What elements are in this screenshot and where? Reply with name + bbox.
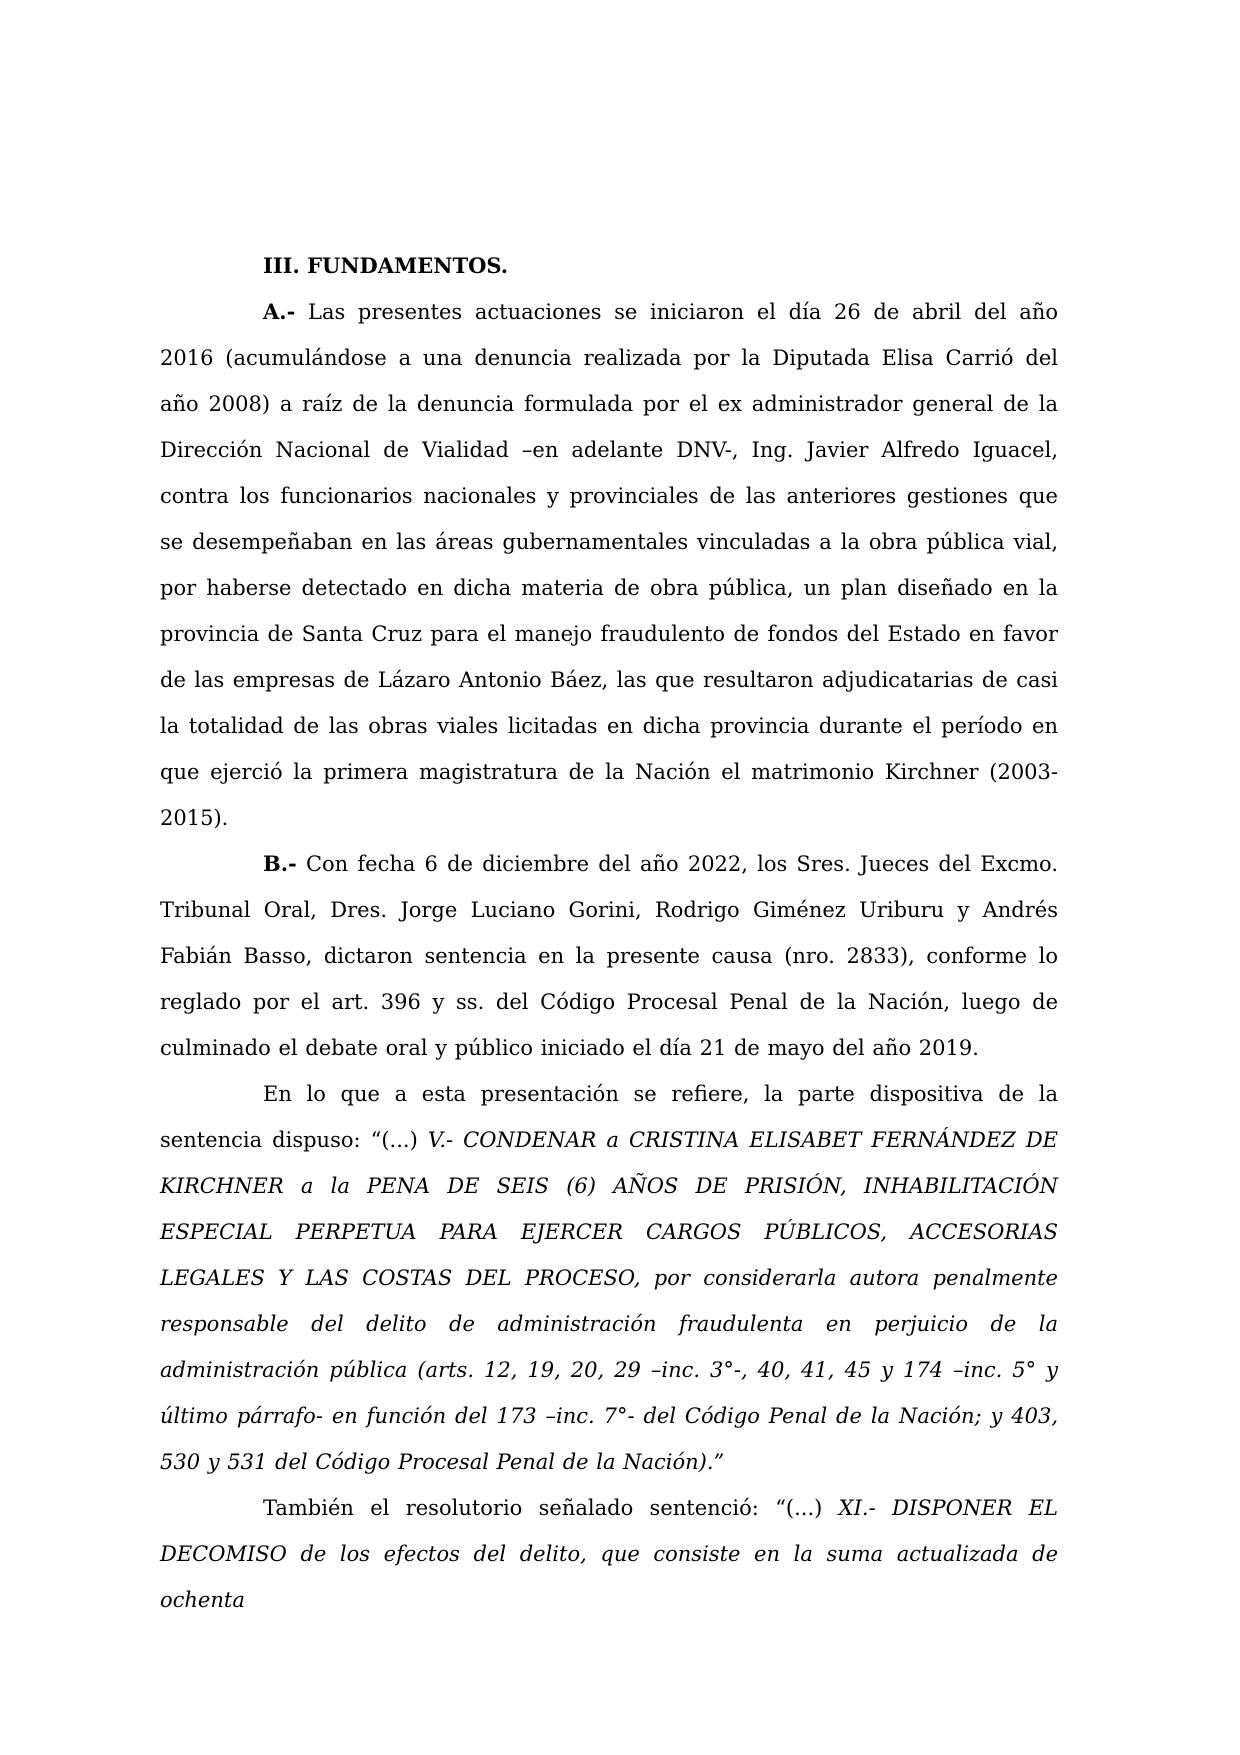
text-segment: XI.- DISPONER EL DECOMISO de los efectos del delito, que consiste en la suma actualizada de ochenta — [160, 1496, 1058, 1612]
text-segment: También el resolutorio señalado sentenció: “(...) — [263, 1496, 839, 1520]
text-segment: V.- CONDENAR a CRISTINA ELISABET FERNÁNDEZ DE KIRCHNER a la PENA DE SEIS (6) AÑOS DE PRISIÓN, INHABILITACIÓN ESPECIAL PERPETUA PARA EJERCER CARGOS PÚBLICOS, ACCESORIAS LEGALES Y LAS COSTAS DEL PROCESO, por considerarla autora penalmente responsable del delito de administración fraudulenta en perjuicio de la administración pública (arts. 12, 19, 20, 29 –inc. 3°-, 40, 41, 45 y 174 –inc. 5° y último párrafo- en función del 173 –inc. 7°- del Código Penal de la Nación; y 403, 530 y 531 del Código Procesal Penal de la Nación).” — [160, 1128, 1058, 1474]
text-segment: Con fecha 6 de diciembre del año 2022, los Sres. Jueces del Excmo. Tribunal Oral, Dres. Jorge Luciano Gorini, Rodrigo Giménez Uriburu y Andrés Fabián Basso, dictaron sentencia en la presente causa (nro. 2833), conforme lo reglado por el art. 396 y ss. del Código Procesal Penal de la Nación, luego de culminado el debate oral y público iniciado el día 21 de mayo del año 2019. — [160, 852, 1058, 1060]
text-segment: Las presentes actuaciones se iniciaron el día 26 de abril del año 2016 (acumulándose a una denuncia realizada por la Diputada Elisa Carrió del año 2008) a raíz de la denuncia formulada por el ex administrador general de la Dirección Nacional de Vialidad –en adelante DNV-, Ing. Javier Alfredo Iguacel, contra los funcionarios nacionales y provinciales de las anteriores gestiones que se desempeñaban en las áreas gubernamentales vinculadas a la obra pública vial, por haberse detectado en dicha materia de obra pública, un plan diseñado en la provincia de Santa Cruz para el manejo fraudulento de fondos del Estado en favor de las empresas de Lázaro Antonio Báez, las que resultaron adjudicatarias de casi la totalidad de las obras viales licitadas en dicha provincia durante el período en que ejerció la primera magistratura de la Nación el matrimonio Kirchner (2003-2015). — [160, 300, 1058, 830]
section-heading: III. FUNDAMENTOS. — [263, 253, 509, 278]
paragraph — [160, 1485, 1058, 1623]
paragraph — [160, 289, 1058, 841]
text-segment: B.- — [263, 851, 297, 876]
text-segment: A.- — [263, 299, 296, 324]
text-segment: En lo que a esta presentación se refiere, la parte dispositiva de la sentencia dispuso: “(...) — [160, 1082, 1058, 1152]
paragraph — [160, 841, 1058, 1071]
paragraph — [160, 1071, 1058, 1485]
document-body — [160, 289, 1058, 1623]
